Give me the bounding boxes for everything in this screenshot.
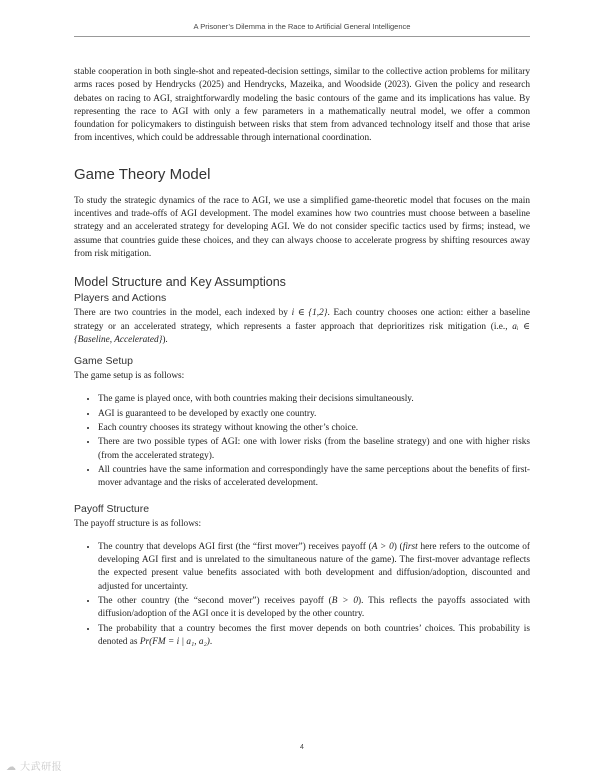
players-text-middle: . Each country chooses one action: either a baseline strategy or an accelerated strategy, which represents a faster approach that deprioritizes risk mitigation (i.e.,	[74, 308, 530, 332]
payoff-lead: The payoff structure is as follows:	[74, 518, 202, 529]
payoff-item3-text-b: .	[209, 636, 213, 647]
math-probability: Pr(FM = i | a₁, a₂)	[139, 636, 210, 647]
math-action: aᵢ ∈ {Baseline, Accelerated}	[74, 321, 531, 345]
section-title: Game Theory Model	[74, 165, 211, 183]
page-content	[74, 66, 530, 650]
players-title: Players and Actions	[74, 292, 167, 305]
players-paragraph	[74, 307, 530, 347]
payoff-item1-text-a: The country that develops AGI first (the “first mover”) receives payoff (	[98, 541, 372, 552]
payoff-item3-text-a: The probability that a country becomes the first mover depends on both countries’ choices. This probability is denoted as	[98, 623, 530, 647]
page-number: 4	[300, 744, 304, 751]
list-item	[98, 541, 530, 594]
game-setup-lead: The game setup is as follows:	[74, 371, 185, 382]
payoff-list	[74, 541, 530, 649]
math-payoff-a: A > 0	[371, 541, 394, 552]
game-setup-title: Game Setup	[74, 355, 133, 368]
section-paragraph: To study the strategic dynamics of the race to AGI, we use a simplified game-theoretic model that focuses on the main incentives and trade-offs of AGI development. The model examines how two countries must choose between a baseline strategy and an accelerated strategy for developing AGI. We do not consider specific tactics used by firms; instead, we assume that countries guide these choices, and they can always choose to accelerate progress by shifting resources away from risk mitigation.	[74, 195, 530, 259]
math-payoff-b: B > 0	[331, 596, 359, 607]
players-text-after: ).	[162, 334, 168, 345]
list-item: • Each country chooses its strategy without knowing the other’s choice.	[98, 422, 530, 435]
payoff-item1-text-c: here refers to the outcome of developing AGI first and is unrelated to the simultaneous nature of the game). The first-mover advantage reflects the expected present value benefits associated with both development and diffusion/adoption, discounted and adjusted for uncertainty.	[98, 541, 530, 592]
list-item: • All countries have the same information and correspondingly have the same perceptions about the benefits of first-mover advantage and the risks of accelerated development.	[98, 464, 530, 491]
list-item	[98, 623, 530, 650]
payoff-item2-text-b: ). This reflects the payoffs associated with diffusion/adoption of the AGI once it is developed by the other country.	[98, 596, 531, 620]
game-setup-list	[74, 393, 530, 490]
watermark: ☁ 大武研报	[6, 762, 63, 773]
math-index: i ∈ {1,2}	[291, 308, 328, 319]
subsection-title: Model Structure and Key Assumptions	[74, 275, 286, 290]
list-item: • AGI is guaranteed to be developed by exactly one country.	[98, 408, 530, 421]
payoff-title: Payoff Structure	[74, 502, 150, 515]
list-item	[98, 595, 530, 622]
intro-paragraph: stable cooperation in both single-shot and repeated-decision settings, similar to the collective action problems for military arms races posed by Hendrycks (2025) and Hendrycks, Mazeika, and Woodside (2023). Given the policy and research debates on racing to AGI, straightforwardly modeling the basic contours of the game and its implications has value. By representing the race to AGI with only a few parameters in a mathematically neutral model, we offer a common foundation for policymakers to distinguish between risks that stem from advanced technology itself and those that arise from incentives, which could be addressable through international coordination.	[74, 67, 530, 144]
payoff-item1-text-b: ) (	[393, 541, 403, 552]
list-item: • There are two possible types of AGI: one with lower risks (from the baseline strategy) and one with higher risks (from the accelerated strategy).	[98, 436, 530, 463]
players-text-before: There are two countries in the model, each indexed by	[74, 308, 292, 319]
header-rule	[74, 36, 530, 37]
running-header: A Prisoner’s Dilemma in the Race to Artificial General Intelligence	[193, 22, 411, 31]
payoff-item2-text-a: The other country (the “second mover”) receives payoff (	[98, 596, 332, 607]
list-item: • The game is played once, with both countries making their decisions simultaneously.	[98, 393, 530, 406]
payoff-item1-emph: first	[402, 541, 418, 552]
